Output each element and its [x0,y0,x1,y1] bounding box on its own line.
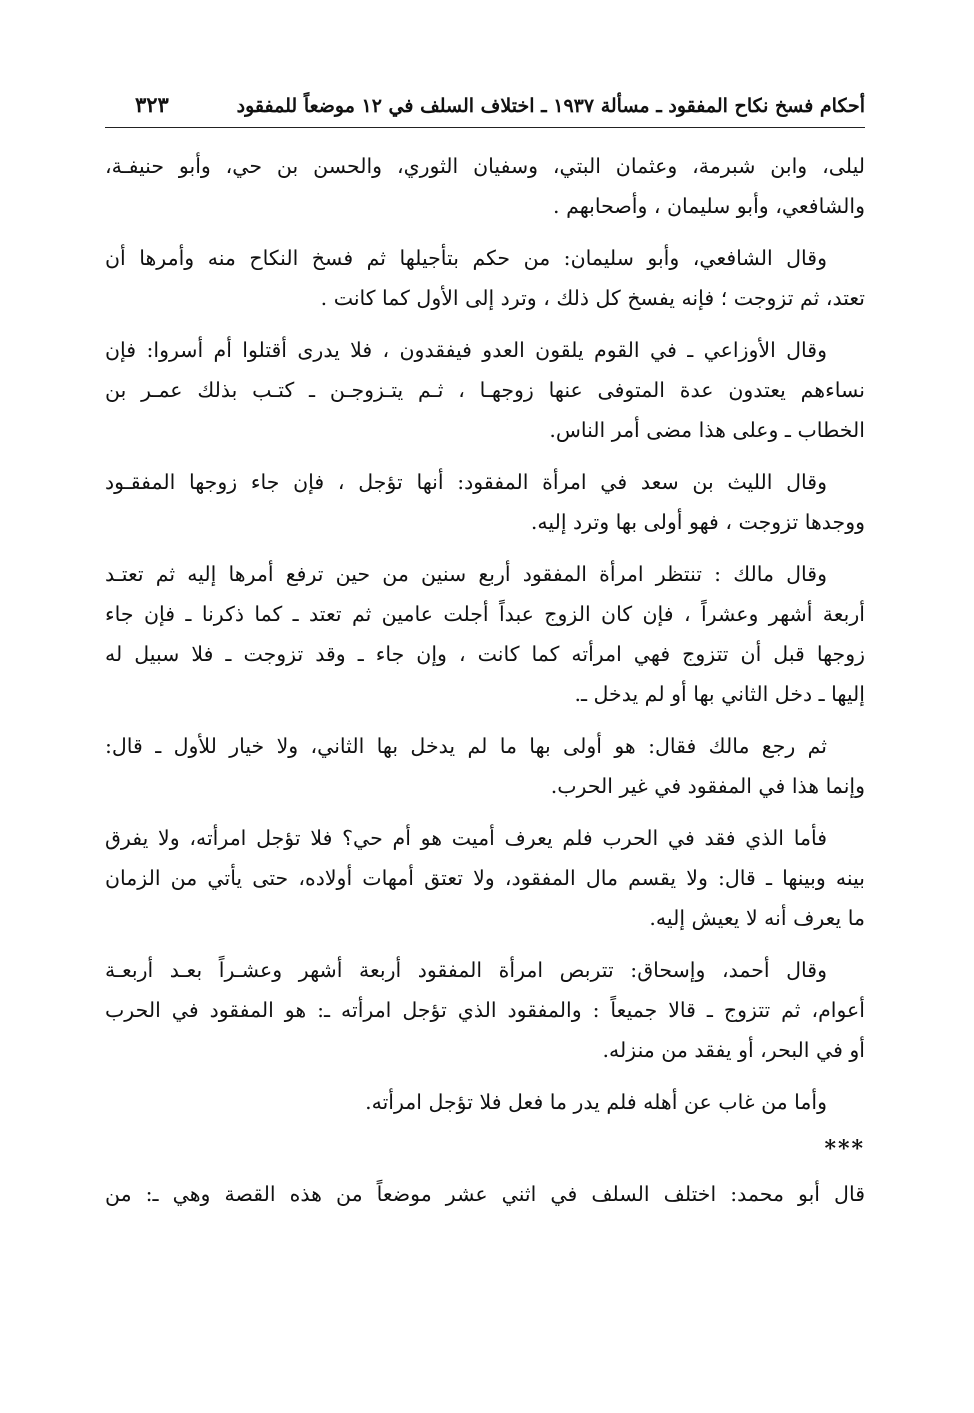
text-line: فأما الذي فقد في الحرب فلم يعرف أميت هو أم حي؟ فلا تؤجل امرأته، ولا يفرق [105,826,827,850]
paragraph [105,818,865,938]
text-line: ووجدها تزوجت ، فهو أولى بها وترد إليه. [530,510,865,534]
text-line: وإنما هذا في المفقود في غير الحرب. [550,774,865,798]
paragraph [105,950,865,1070]
paragraph [105,462,865,542]
paragraph [105,330,865,450]
text-line: تعتد، ثم تزوجت ؛ فإنه يفسخ كل ذلك ، وترد إلى الأول كما كانت . [320,286,865,310]
paragraph [105,726,865,806]
text-line: وقال مالك : تنتظر امرأة المفقود أربع سنين من حين ترفع أمرها إليه ثم تعتـد [105,562,827,586]
page-number: ٣٢٣ [135,92,169,117]
text-line: ليلى، وابن شبرمة، وعثمان البتي، وسفيان الثوري، والحسن بن حي، وأبو حنيفـة، [105,154,865,178]
text-line: ثم رجع مالك فقال: هو أولى بها ما لم يدخل بها الثاني، ولا خيار للأول ـ قال: [105,734,827,758]
text-line: ما يعرف أنه لا يعيش إليه. [649,906,865,930]
paragraph [105,1174,865,1214]
text-line: وقال الأوزاعي ـ في القوم يلقون العدو فيفقدون ، فلا يدرى أقتلوا أم أسروا: فإن [105,338,827,362]
paragraph [105,554,865,714]
text-line: إليها ـ دخل الثاني بها أو لم يدخل ـ. [574,682,865,706]
paragraph [105,146,865,226]
text-line: وأما من غاب عن أهله فلم يدر ما فعل فلا تؤجل امرأته. [365,1090,827,1114]
text-line: وقال أحمد، وإسحاق: تتربص امرأة المفقود أربعة أشهر وعشـراً بعـد أربعـة [105,958,827,982]
header-title: أحكام فسخ نكاح المفقود ـ مسألة ١٩٣٧ ـ اختلاف السلف في ١٢ موضعاً للمفقود [236,95,865,117]
paragraph [105,1082,865,1122]
text-line: وقال الشافعي، وأبو سليمان: من حكم بتأجيلها ثم فسخ النكاح منه وأمرها أن [105,246,827,270]
text-line: أو في البحر، أو يفقد من منزله. [602,1038,865,1062]
text-line: وقال الليث بن سعد في امرأة المفقود: أنها تؤجل ، فإن جاء زوجها المفقـود [105,470,827,494]
running-header [105,90,865,128]
paragraph [105,238,865,318]
text-line: قال أبو محمد: اختلف السلف في اثني عشر موضعاً من هذه القصة وهي ـ: من [105,1182,865,1206]
text-line: نساءهم يعتدون عدة المتوفى عنها زوجهـا ، ثـم يتـزوجـن ـ كتـب بذلك عمـر بن [105,378,865,402]
text-line: والشافعي، وأبو سليمان ، وأصحابهم . [553,194,865,218]
text-line: زوجها قبل أن تتزوج فهي امرأته كما كانت ، وإن جاء ـ وقد تزوجت ـ فلا سبيل له [105,642,865,666]
section-separator: *** [824,1136,865,1162]
text-line: بينه وبينها ـ قال: ولا يقسم مال المفقود، ولا تعتق أمهات أولاده، حتى يأتي من الزمان [105,866,865,890]
text-line: أعوام، ثم تتزوج ـ قالا جميعاً : والمفقود الذي تؤجل امرأته ـ: هو المفقود في الحرب [105,998,865,1022]
book-page [105,90,865,1226]
page-body [105,128,865,1214]
text-line: أربعة أشهر وعشراً ، فإن كان الزوج عبداً أجلت عامين ثم تعتد ـ كما ذكرنا ـ فإن جاء [105,602,865,626]
text-line: الخطاب ـ وعلى هذا مضى أمر الناس. [549,418,865,442]
